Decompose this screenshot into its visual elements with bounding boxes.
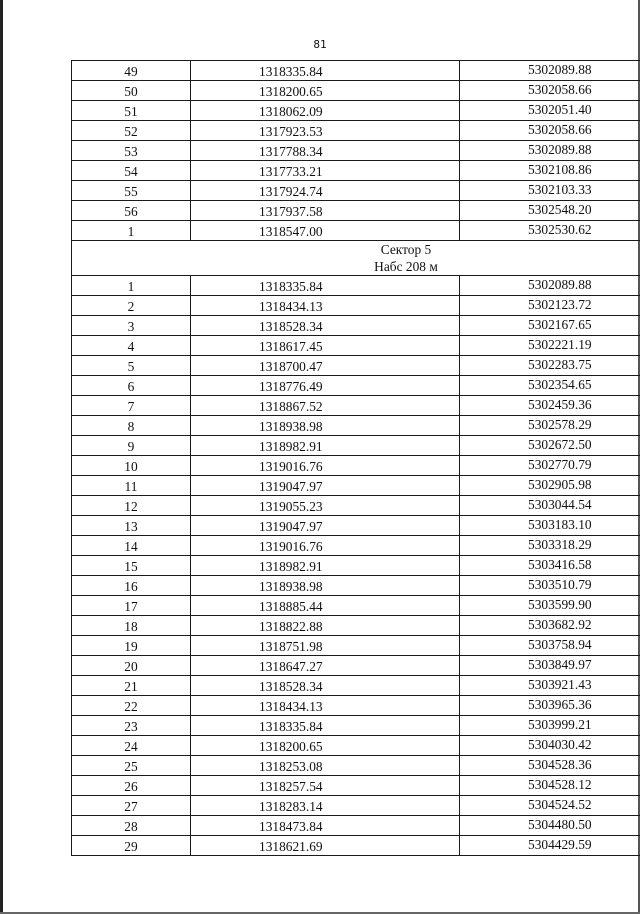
table-row	[72, 476, 640, 496]
y-coordinate-cell: 5303416.58	[460, 556, 640, 576]
x-coordinate-cell: 1318751.98	[191, 636, 460, 656]
y-coordinate-cell: 5304030.42	[460, 736, 640, 756]
point-number-cell: 13	[72, 516, 191, 536]
table-row	[72, 436, 640, 456]
point-number-cell: 20	[72, 656, 191, 676]
x-coordinate-cell: 1318434.13	[191, 296, 460, 316]
x-coordinate-cell: 1318062.09	[191, 101, 460, 121]
x-coordinate-cell: 1318700.47	[191, 356, 460, 376]
point-number-cell: 8	[72, 416, 191, 436]
y-coordinate-cell: 5302905.98	[460, 476, 640, 496]
x-coordinate-cell: 1318982.91	[191, 556, 460, 576]
point-number-cell: 21	[72, 676, 191, 696]
y-coordinate-cell: 5303965.36	[460, 696, 640, 716]
x-coordinate-cell: 1318938.98	[191, 576, 460, 596]
y-coordinate-cell: 5302108.86	[460, 161, 640, 181]
point-number-cell: 54	[72, 161, 191, 181]
point-number-cell: 27	[72, 796, 191, 816]
table-row	[72, 716, 640, 736]
table-row	[72, 816, 640, 836]
x-coordinate-cell: 1317924.74	[191, 181, 460, 201]
y-coordinate-cell: 5304528.36	[460, 756, 640, 776]
point-number-cell: 53	[72, 141, 191, 161]
sector-header-cell	[72, 241, 640, 276]
x-coordinate-cell: 1318547.00	[191, 221, 460, 241]
x-coordinate-cell: 1318528.34	[191, 676, 460, 696]
table-row	[72, 496, 640, 516]
point-number-cell: 25	[72, 756, 191, 776]
point-number-cell: 11	[72, 476, 191, 496]
table-row	[72, 596, 640, 616]
point-number-cell: 55	[72, 181, 191, 201]
point-number-cell: 28	[72, 816, 191, 836]
table-row	[72, 221, 640, 241]
x-coordinate-cell: 1318617.45	[191, 336, 460, 356]
x-coordinate-cell: 1318982.91	[191, 436, 460, 456]
table-row	[72, 61, 640, 81]
rows-after-sector	[72, 276, 640, 856]
x-coordinate-cell: 1319047.97	[191, 516, 460, 536]
x-coordinate-cell: 1318253.08	[191, 756, 460, 776]
x-coordinate-cell: 1318434.13	[191, 696, 460, 716]
y-coordinate-cell: 5302459.36	[460, 396, 640, 416]
y-coordinate-cell: 5302058.66	[460, 121, 640, 141]
y-coordinate-cell: 5303044.54	[460, 496, 640, 516]
table-row	[72, 336, 640, 356]
table-row	[72, 81, 640, 101]
x-coordinate-cell: 1318473.84	[191, 816, 460, 836]
point-number-cell: 14	[72, 536, 191, 556]
point-number-cell: 10	[72, 456, 191, 476]
point-number-cell: 29	[72, 836, 191, 856]
y-coordinate-cell: 5303318.29	[460, 536, 640, 556]
table-row	[72, 201, 640, 221]
x-coordinate-cell: 1319055.23	[191, 496, 460, 516]
y-coordinate-cell: 5302283.75	[460, 356, 640, 376]
y-coordinate-cell: 5302221.19	[460, 336, 640, 356]
x-coordinate-cell: 1318647.27	[191, 656, 460, 676]
table-row	[72, 776, 640, 796]
table-row	[72, 101, 640, 121]
table-row	[72, 456, 640, 476]
point-number-cell: 17	[72, 596, 191, 616]
point-number-cell: 2	[72, 296, 191, 316]
y-coordinate-cell: 5304429.59	[460, 836, 640, 856]
x-coordinate-cell: 1319016.76	[191, 456, 460, 476]
table-row	[72, 516, 640, 536]
y-coordinate-cell: 5302354.65	[460, 376, 640, 396]
point-number-cell: 19	[72, 636, 191, 656]
x-coordinate-cell: 1318822.88	[191, 616, 460, 636]
point-number-cell: 7	[72, 396, 191, 416]
x-coordinate-cell: 1317788.34	[191, 141, 460, 161]
x-coordinate-cell: 1318335.84	[191, 276, 460, 296]
point-number-cell: 12	[72, 496, 191, 516]
x-coordinate-cell: 1317923.53	[191, 121, 460, 141]
y-coordinate-cell: 5302103.33	[460, 181, 640, 201]
y-coordinate-cell: 5302672.50	[460, 436, 640, 456]
table-row	[72, 836, 640, 856]
table-row	[72, 676, 640, 696]
sector-header-row	[72, 241, 640, 276]
y-coordinate-cell: 5302167.65	[460, 316, 640, 336]
x-coordinate-cell: 1318200.65	[191, 736, 460, 756]
x-coordinate-cell: 1318621.69	[191, 836, 460, 856]
x-coordinate-cell: 1318938.98	[191, 416, 460, 436]
point-number-cell: 18	[72, 616, 191, 636]
table-row	[72, 396, 640, 416]
sector-title: Сектор 5	[380, 242, 432, 257]
y-coordinate-cell: 5303599.90	[460, 596, 640, 616]
y-coordinate-cell: 5302123.72	[460, 296, 640, 316]
x-coordinate-cell: 1318257.54	[191, 776, 460, 796]
scan-edge-left	[0, 0, 3, 914]
table-row	[72, 416, 640, 436]
x-coordinate-cell: 1319047.97	[191, 476, 460, 496]
y-coordinate-cell: 5303183.10	[460, 516, 640, 536]
table-row	[72, 536, 640, 556]
table-row	[72, 356, 640, 376]
y-coordinate-cell: 5302770.79	[460, 456, 640, 476]
point-number-cell: 1	[72, 221, 191, 241]
y-coordinate-cell: 5303921.43	[460, 676, 640, 696]
table-row	[72, 616, 640, 636]
y-coordinate-cell: 5302058.66	[460, 81, 640, 101]
point-number-cell: 9	[72, 436, 191, 456]
y-coordinate-cell: 5303510.79	[460, 576, 640, 596]
page-number: 81	[313, 38, 327, 51]
point-number-cell: 56	[72, 201, 191, 221]
point-number-cell: 4	[72, 336, 191, 356]
y-coordinate-cell: 5302089.88	[460, 61, 640, 81]
point-number-cell: 49	[72, 61, 191, 81]
point-number-cell: 6	[72, 376, 191, 396]
table-row	[72, 756, 640, 776]
table-row	[72, 161, 640, 181]
y-coordinate-cell: 5304524.52	[460, 796, 640, 816]
x-coordinate-cell: 1317937.58	[191, 201, 460, 221]
table-row	[72, 796, 640, 816]
table-row	[72, 276, 640, 296]
table-row	[72, 736, 640, 756]
x-coordinate-cell: 1319016.76	[191, 536, 460, 556]
y-coordinate-cell: 5302530.62	[460, 221, 640, 241]
rows-before-sector	[72, 61, 640, 241]
x-coordinate-cell: 1318283.14	[191, 796, 460, 816]
table-row	[72, 296, 640, 316]
point-number-cell: 3	[72, 316, 191, 336]
point-number-cell: 15	[72, 556, 191, 576]
table-row	[72, 141, 640, 161]
table-row	[72, 121, 640, 141]
x-coordinate-cell: 1317733.21	[191, 161, 460, 181]
x-coordinate-cell: 1318335.84	[191, 61, 460, 81]
x-coordinate-cell: 1318528.34	[191, 316, 460, 336]
x-coordinate-cell: 1318867.52	[191, 396, 460, 416]
table-row	[72, 636, 640, 656]
table-row	[72, 656, 640, 676]
y-coordinate-cell: 5304528.12	[460, 776, 640, 796]
sector-subtitle: Набс 208 м	[374, 259, 438, 274]
table-row	[72, 556, 640, 576]
point-number-cell: 24	[72, 736, 191, 756]
sector-header-group	[72, 241, 640, 276]
y-coordinate-cell: 5303999.21	[460, 716, 640, 736]
y-coordinate-cell: 5303849.97	[460, 656, 640, 676]
point-number-cell: 51	[72, 101, 191, 121]
y-coordinate-cell: 5302578.29	[460, 416, 640, 436]
table-row	[72, 316, 640, 336]
x-coordinate-cell: 1318885.44	[191, 596, 460, 616]
x-coordinate-cell: 1318200.65	[191, 81, 460, 101]
x-coordinate-cell: 1318335.84	[191, 716, 460, 736]
table-row	[72, 696, 640, 716]
y-coordinate-cell: 5303758.94	[460, 636, 640, 656]
y-coordinate-cell: 5302548.20	[460, 201, 640, 221]
y-coordinate-cell: 5302089.88	[460, 276, 640, 296]
point-number-cell: 52	[72, 121, 191, 141]
y-coordinate-cell: 5303682.92	[460, 616, 640, 636]
y-coordinate-cell: 5304480.50	[460, 816, 640, 836]
table-row	[72, 576, 640, 596]
point-number-cell: 5	[72, 356, 191, 376]
coordinates-table	[71, 60, 640, 856]
point-number-cell: 26	[72, 776, 191, 796]
point-number-cell: 22	[72, 696, 191, 716]
table-row	[72, 376, 640, 396]
x-coordinate-cell: 1318776.49	[191, 376, 460, 396]
point-number-cell: 16	[72, 576, 191, 596]
point-number-cell: 50	[72, 81, 191, 101]
y-coordinate-cell: 5302051.40	[460, 101, 640, 121]
point-number-cell: 1	[72, 276, 191, 296]
y-coordinate-cell: 5302089.88	[460, 141, 640, 161]
point-number-cell: 23	[72, 716, 191, 736]
table-row	[72, 181, 640, 201]
